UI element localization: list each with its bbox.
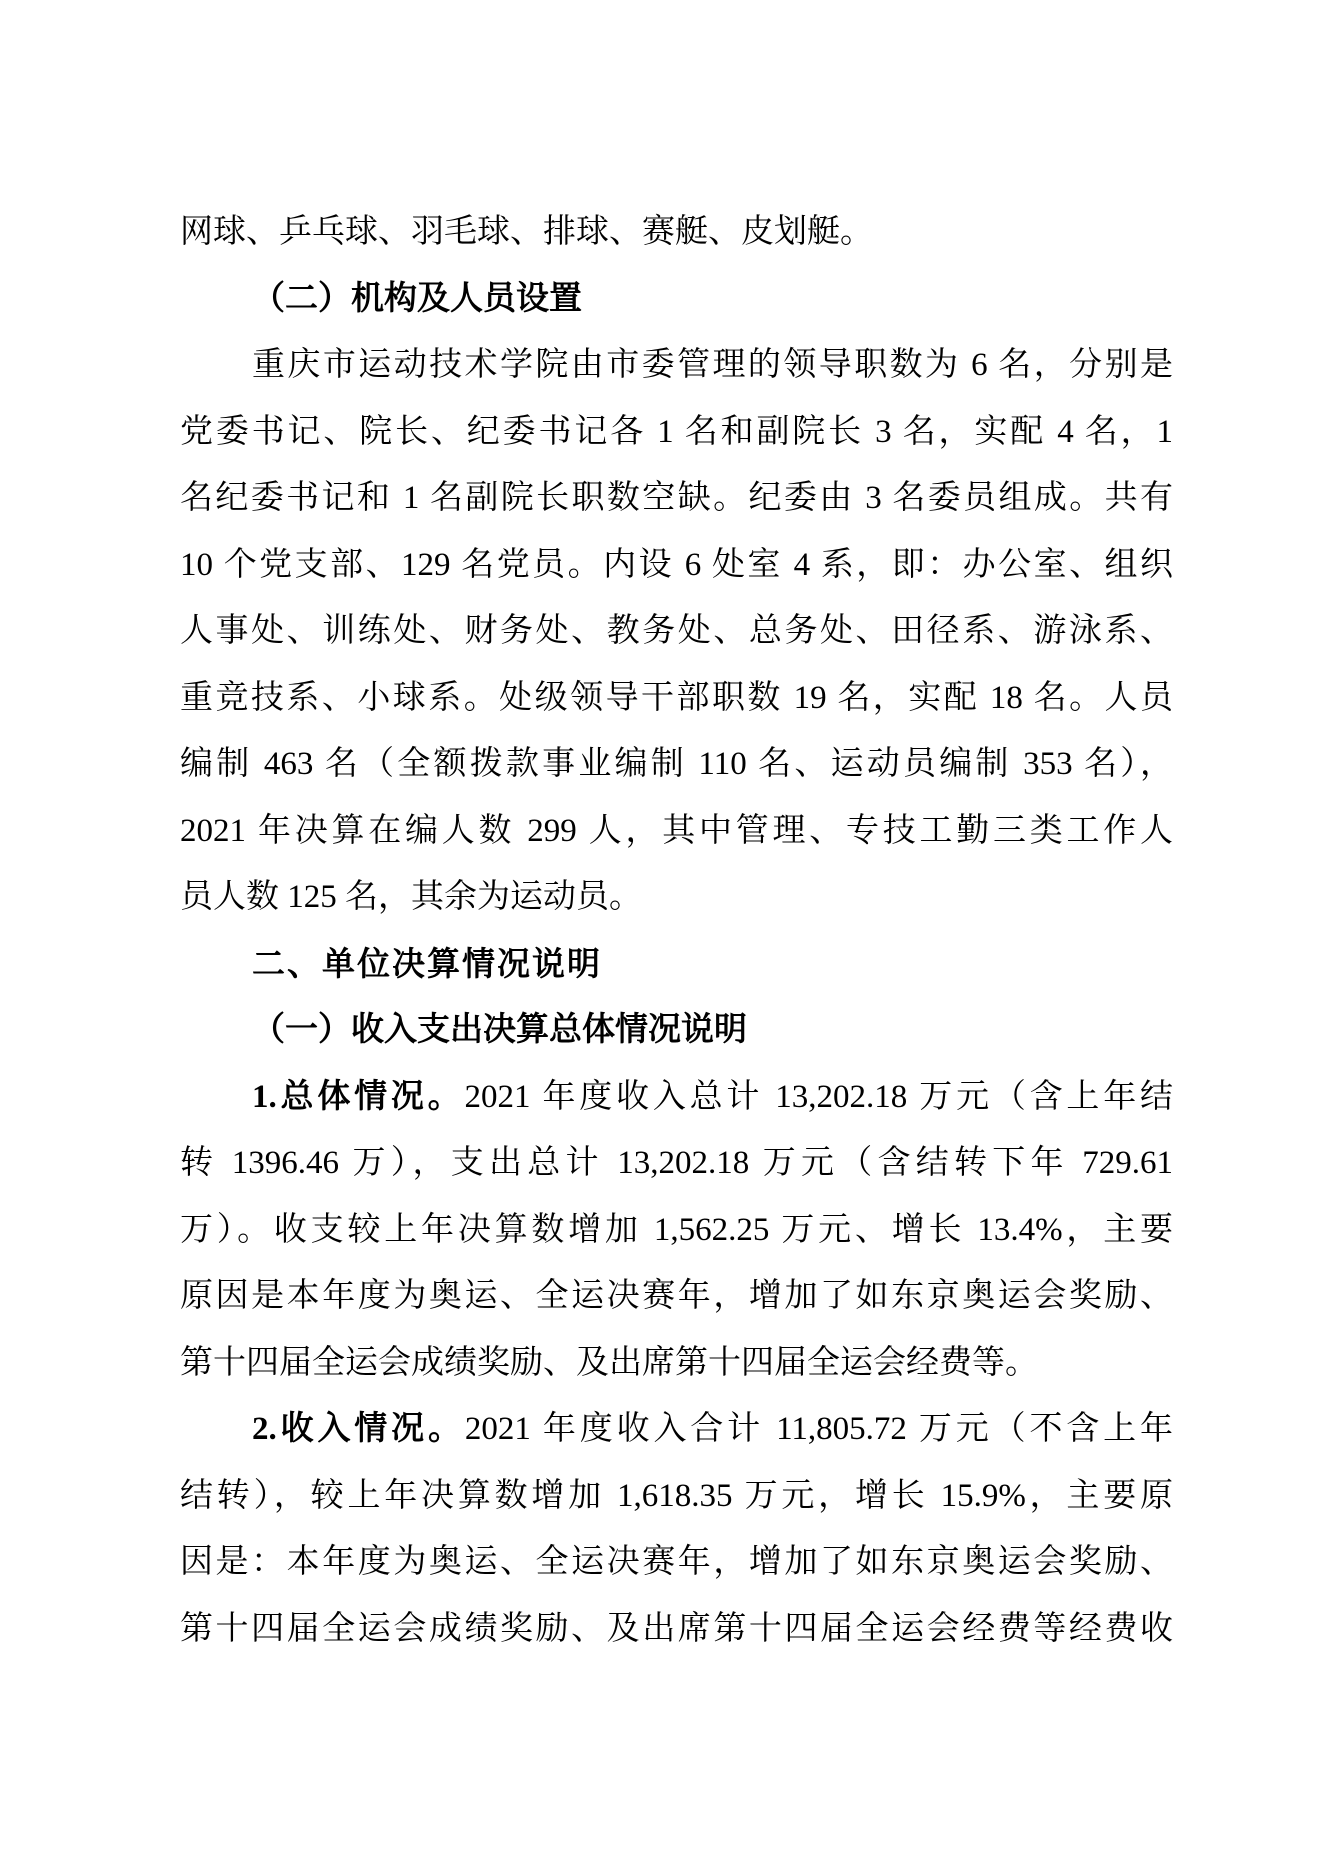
- overall-paragraph-lead: 1.总体情况。: [252, 1078, 465, 1115]
- org-paragraph-line: 2021 年决算在编人数 299 人，其中管理、专技工勤三类工作人: [180, 812, 1173, 849]
- org-paragraph-line: 党委书记、院长、纪委书记各 1 名和副院长 3 名，实配 4 名，1: [180, 413, 1174, 450]
- overall-paragraph-line: 原因是本年度为奥运、全运决赛年，增加了如东京奥运会奖励、: [180, 1278, 1173, 1314]
- overall-paragraph-line: 万）。收支较上年决算数增加 1,562.25 万元、增长 13.4%，主要: [180, 1211, 1173, 1248]
- subsection-heading-income-expenditure: （一）收入支出决算总体情况说明: [252, 1012, 747, 1048]
- overall-paragraph-text: 2021 年度收入总计 13,202.18 万元（含上年结: [464, 1078, 1174, 1115]
- overall-paragraph-line: 转 1396.46 万），支出总计 13,202.18 万元（含结转下年 729.61: [180, 1145, 1173, 1181]
- org-paragraph-line: 重庆市运动技术学院由市委管理的领导职数为 6 名，分别是: [252, 347, 1173, 383]
- income-paragraph-text: 2021 年度收入合计 11,805.72 万元（不含上年: [464, 1411, 1173, 1447]
- org-paragraph-line: 10 个党支部、129 名党员。内设 6 处室 4 系，即：办公室、组织: [180, 546, 1173, 583]
- overall-paragraph-line: 第十四届全运会成绩奖励、及出席第十四届全运会经费等。: [180, 1344, 1038, 1381]
- section-heading-org-setup: （二）机构及人员设置: [252, 280, 582, 317]
- income-paragraph-line: [180, 1396, 1173, 1463]
- income-paragraph-line: 结转），较上年决算数增加 1,618.35 万元，增长 15.9%，主要原: [180, 1477, 1173, 1514]
- intro-paragraph-line: 网球、乒乓球、羽毛球、排球、赛艇、皮划艇。: [180, 214, 873, 250]
- org-paragraph-line: 人事处、训练处、财务处、教务处、总务处、田径系、游泳系、: [180, 613, 1173, 649]
- income-paragraph-lead: 2.收入情况。: [252, 1411, 465, 1447]
- org-paragraph-line: 名纪委书记和 1 名副院长职数空缺。纪委由 3 名委员组成。共有: [180, 480, 1173, 516]
- income-paragraph-line: 第十四届全运会成绩奖励、及出席第十四届全运会经费等经费收: [180, 1610, 1173, 1647]
- income-paragraph-line: 因是：本年度为奥运、全运决赛年，增加了如东京奥运会奖励、: [180, 1544, 1173, 1580]
- org-paragraph-line: 员人数 125 名，其余为运动员。: [180, 879, 642, 915]
- org-paragraph-line: 编制 463 名（全额拨款事业编制 110 名、运动员编制 353 名），: [180, 746, 1173, 782]
- org-paragraph-line: 重竞技系、小球系。处级领导干部职数 19 名，实配 18 名。人员: [180, 679, 1173, 716]
- overall-paragraph-line: [180, 1064, 1173, 1131]
- section-heading-final-accounts: 二、单位决算情况说明: [252, 944, 602, 982]
